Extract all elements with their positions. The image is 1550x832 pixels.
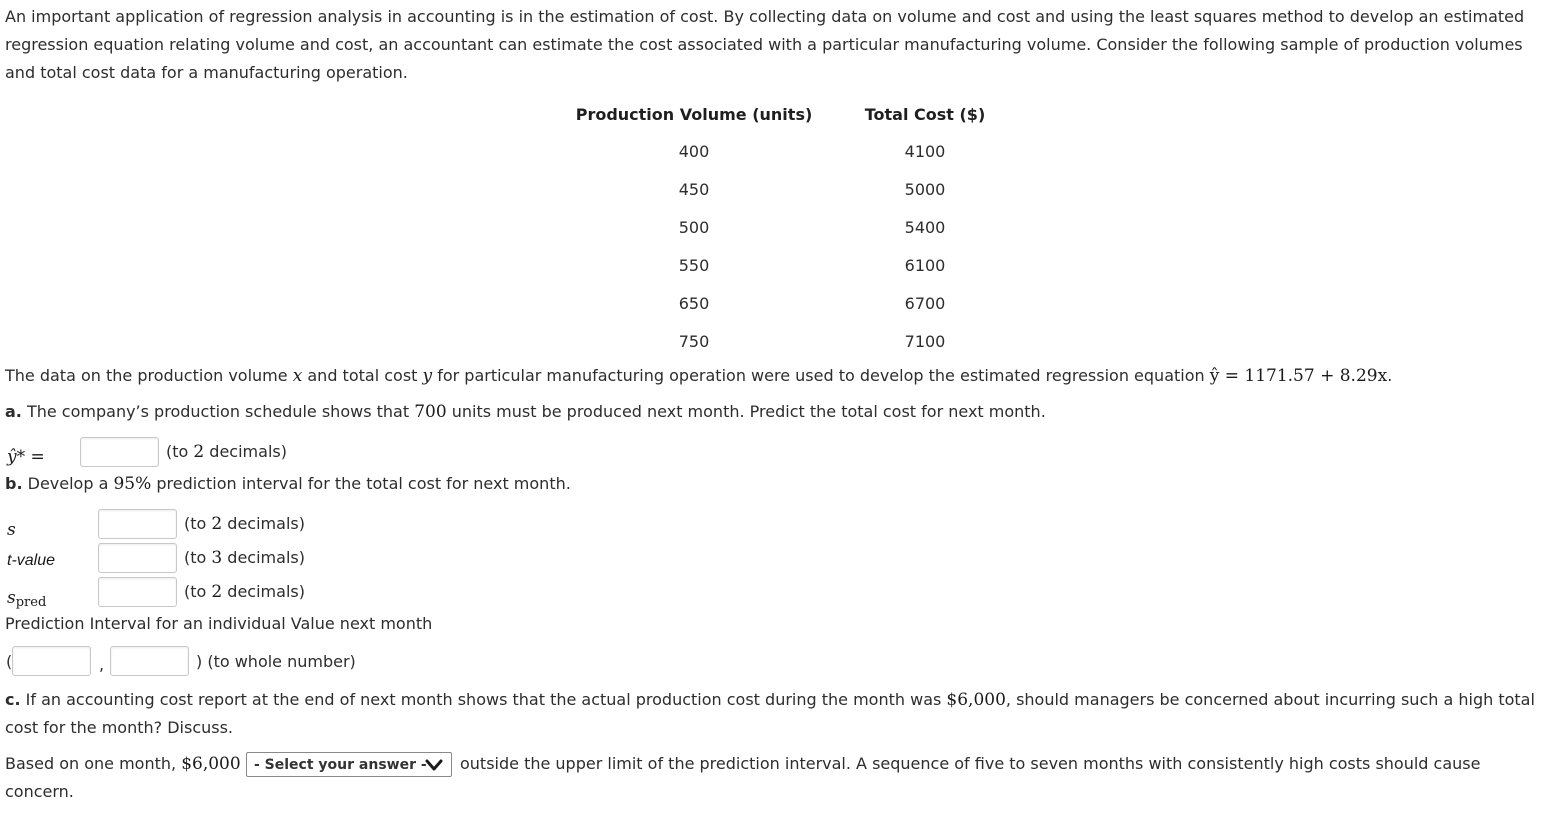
t-value-hint: (to 3 decimals) [184, 548, 305, 568]
cost-cell: 6100 [904, 255, 946, 275]
x-variable: x [292, 366, 303, 386]
s-hint: (to 2 decimals) [184, 514, 305, 534]
column-header-volume: Production Volume (units) [575, 104, 813, 124]
actual-cost-amount: $6,000 [946, 690, 1006, 710]
table-row [555, 284, 1017, 322]
cost-cell: 4100 [904, 141, 946, 161]
intro-paragraph: An important application of regression analysis in accounting is in the estimation of cost. By collecting data on volume and cost and using the least squares method to develop an estimated regression equation relating volume and cost, an accountant can estimate the cost associated with a particular manufacturing volume. Consider the following sample of production volumes and total cost data for a manufacturing operation. [5, 7, 1525, 82]
volume-cell: 400 [678, 141, 710, 161]
part-b-label: b. [5, 474, 23, 493]
table-header-row [555, 96, 1017, 132]
regression-equation: ŷ = 1171.57 + 8.29x [1209, 366, 1388, 386]
interval-lower-input[interactable] [12, 646, 91, 676]
table-row [555, 170, 1017, 208]
volume-cell: 550 [678, 255, 710, 275]
answer-prefix: Based on one month, $6,000 [5, 754, 241, 774]
prediction-interval-label: Prediction Interval for an individual Value next month [5, 614, 433, 633]
predicted-cost-input[interactable] [80, 437, 159, 467]
interval-separator: , [99, 655, 105, 674]
interval-hint: ) (to whole number) [196, 652, 356, 671]
interval-open-paren: ( [6, 652, 13, 671]
regression-equation-text: The data on the production volume x and total cost y for particular manufacturing operation were used to develop the estimated regression equation ŷ = 1171.57 + 8.29x. [5, 366, 1393, 386]
units-value: 700 [414, 402, 447, 422]
cost-cell: 5000 [904, 179, 946, 199]
predicted-cost-hint: (to 2 decimals) [166, 442, 287, 462]
s-pred-hint: (to 2 decimals) [184, 582, 305, 602]
confidence-percent: 95% [113, 474, 152, 494]
part-c-label: c. [5, 690, 21, 709]
part-b-question: b. Develop a 95% prediction interval for the total cost for next month. [5, 474, 571, 494]
volume-cell: 450 [678, 179, 710, 199]
volume-cell: 650 [678, 293, 710, 313]
s-pred-input[interactable] [98, 577, 177, 607]
part-a-question: a. The company’s production schedule shows that 700 units must be produced next month. Predict the total cost for next month. [5, 402, 1046, 422]
data-table [555, 96, 1017, 360]
cost-cell: 5400 [904, 217, 946, 237]
answer-suffix: outside the upper limit of the prediction interval. A sequence of five to seven months with consistently high costs should cause concern. [5, 754, 1481, 801]
volume-cell: 750 [678, 331, 710, 351]
interval-upper-input[interactable] [110, 646, 189, 676]
s-pred-label: spred [7, 588, 47, 610]
part-a-label: a. [5, 402, 22, 421]
table-row [555, 132, 1017, 170]
table-row [555, 246, 1017, 284]
cost-cell: 7100 [904, 331, 946, 351]
part-c-question: c. If an accounting cost report at the end of next month shows that the actual production cost during the month was $6,000, should managers be concerned about incurring such a high total cost for the month? Discuss. [5, 690, 1535, 737]
t-value-input[interactable] [98, 543, 177, 573]
y-variable: y [422, 366, 433, 386]
table-row [555, 322, 1017, 360]
column-header-cost: Total Cost ($) [864, 104, 986, 124]
y-hat-star-label: ŷ* = [7, 447, 45, 467]
volume-cell: 500 [678, 217, 710, 237]
s-label: s [7, 520, 16, 540]
t-value-label: t-value [7, 552, 56, 569]
select-label: - Select your answer - [254, 756, 427, 773]
s-input[interactable] [98, 509, 177, 539]
table-row [555, 208, 1017, 246]
cost-cell: 6700 [904, 293, 946, 313]
